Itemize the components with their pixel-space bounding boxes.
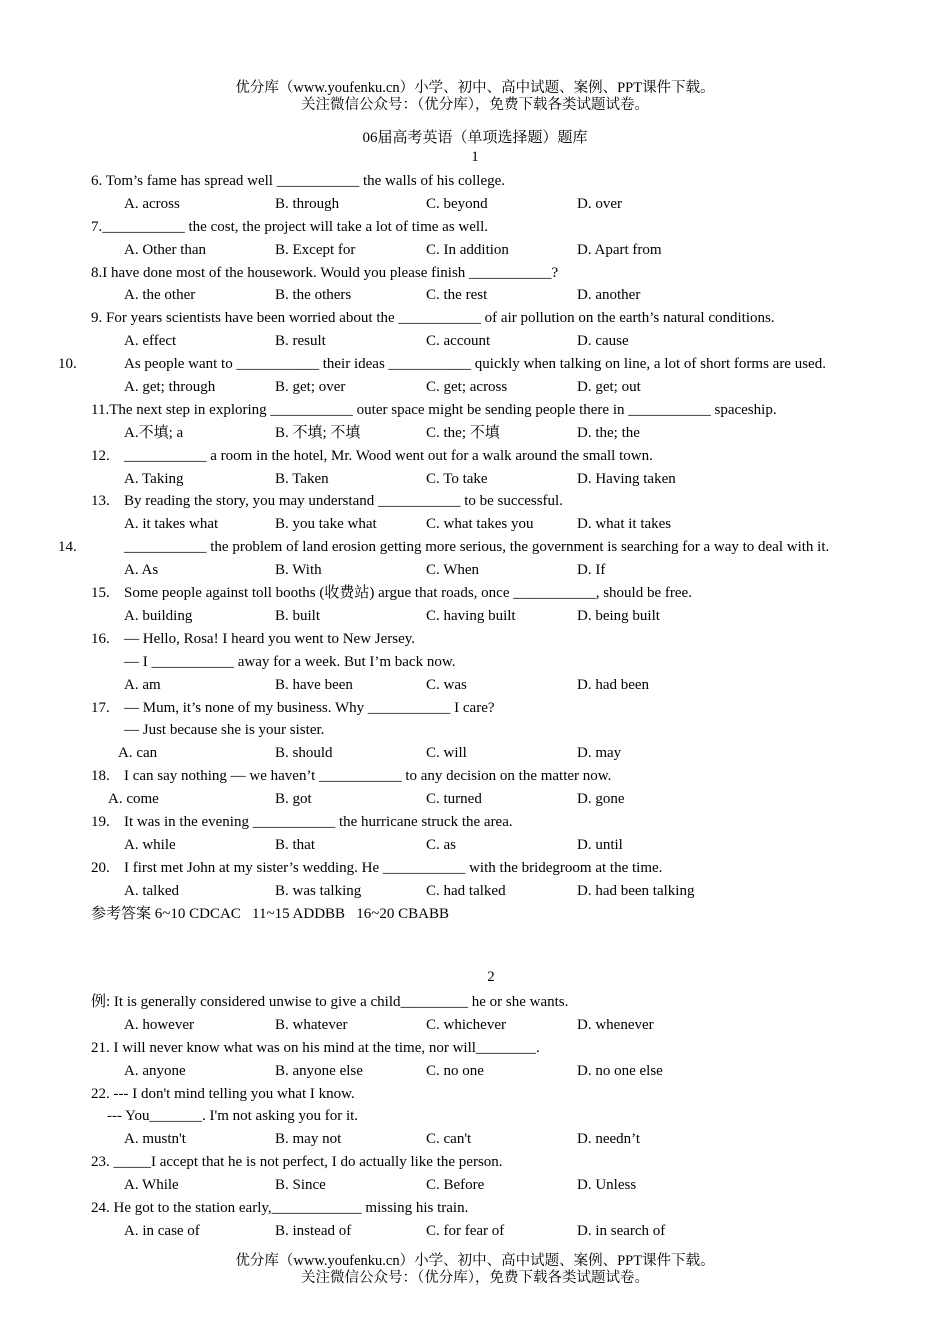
question-23: 23. _____I accept that he is not perfect, I do actually like the person.: [91, 1154, 503, 1171]
option-c: C. for fear of: [426, 1222, 505, 1239]
option-d: D. what it takes: [577, 516, 672, 533]
options-22: [91, 1128, 859, 1151]
example-question: 例: It is generally considered unwise to give a child_________ he or she wants.: [91, 994, 569, 1010]
option-a: A. mustn't: [124, 1131, 186, 1148]
options-21: [91, 1060, 859, 1083]
question-14: 14. ___________ the problem of land erosion getting more serious, the government is searching for a way to deal with it.: [58, 539, 830, 556]
options-16: [91, 674, 859, 697]
options-example: [91, 1014, 859, 1037]
option-d: D. Unless: [577, 1177, 637, 1194]
option-d: D. had been talking: [577, 882, 695, 899]
option-b: B. the others: [275, 287, 352, 304]
option-b: B. Taken: [275, 470, 329, 487]
option-a: A. in case of: [124, 1222, 200, 1239]
option-c: C. In addition: [426, 241, 509, 258]
header-line-2: 关注微信公众号：（优分库），免费下载各类试题试卷。: [301, 97, 649, 113]
options-17: [91, 742, 859, 765]
option-b: B. may not: [275, 1131, 342, 1148]
option-c: C. no one: [426, 1062, 484, 1079]
question-9: 9. For years scientists have been worried about the ___________ of air pollution on the earth’s natural conditions.: [91, 310, 775, 327]
options-10: [91, 376, 859, 399]
option-b: B. got: [275, 791, 312, 808]
option-b: B. should: [275, 745, 333, 762]
option-c: C. having built: [426, 607, 516, 624]
options-19: [91, 834, 859, 857]
option-a: A. across: [124, 195, 180, 212]
option-d: D. may: [577, 745, 622, 762]
option-b: B. built: [275, 607, 321, 624]
option-b: B. instead of: [275, 1222, 352, 1239]
option-a: A. anyone: [124, 1062, 186, 1079]
option-d: D. the; the: [577, 424, 640, 441]
options-12: [91, 468, 859, 491]
options-20: [91, 880, 859, 903]
option-a: A. Other than: [124, 241, 207, 258]
option-b: B. that: [275, 836, 315, 853]
option-c: C. will: [426, 745, 467, 762]
footer-line-2: 关注微信公众号：（优分库），免费下载各类试题试卷。: [301, 1270, 649, 1286]
question-16: 16. — Hello, Rosa! I heard you went to New Jersey.: [91, 630, 416, 647]
options-7: [91, 239, 859, 262]
option-b: B. 不填; 不填: [275, 424, 361, 441]
option-a: A. come: [108, 791, 159, 808]
option-c: C. To take: [426, 470, 488, 487]
option-b: B. get; over: [275, 379, 346, 396]
option-d: D. cause: [577, 333, 629, 350]
options-13: [91, 513, 859, 536]
option-b: B. you take what: [275, 516, 377, 533]
page-title: 06届高考英语（单项选择题）题库: [362, 130, 588, 146]
question-10: 10. As people want to ___________ their ideas ___________ quickly when talking on line, a lot of short forms are used.: [58, 356, 826, 373]
question-21: 21. I will never know what was on his mind at the time, nor will________.: [91, 1039, 540, 1056]
option-a: A.不填; a: [124, 424, 184, 441]
option-a: A. talked: [124, 882, 179, 899]
option-b: B. With: [275, 562, 322, 579]
header-line-1: 优分库（www.youfenku.cn）小学、初中、高中试题、案例、PPT课件下载。: [235, 80, 715, 96]
page-header: [0, 80, 950, 114]
section-2-questions: [91, 991, 859, 1243]
option-a: A. Taking: [124, 470, 184, 487]
question-15: 15. Some people against toll booths (收费站) argue that roads, once ___________, should be free.: [91, 585, 692, 602]
options-14: [91, 559, 859, 582]
question-7: 7.___________ the cost, the project will take a lot of time as well.: [91, 218, 488, 235]
option-c: C. account: [426, 333, 491, 350]
option-b: B. was talking: [275, 882, 362, 899]
option-c: C. When: [426, 562, 480, 579]
option-c: C. get; across: [426, 379, 508, 396]
option-b: B. Since: [275, 1177, 326, 1194]
option-d: D. being built: [577, 607, 660, 624]
question-8: 8.I have done most of the housework. Would you please finish ___________?: [91, 264, 559, 281]
question-11: 11.The next step in exploring ___________ outer space might be sending people there in ___________ spaceship.: [91, 401, 777, 418]
option-a: A. can: [118, 745, 158, 762]
option-c: C. was: [426, 676, 467, 693]
option-a: A. While: [124, 1177, 179, 1194]
option-c: C. whichever: [426, 1016, 506, 1033]
section-number-2: 2: [487, 969, 495, 985]
option-d: D. get; out: [577, 379, 641, 396]
question-12: 12. ___________ a room in the hotel, Mr. Wood went out for a walk around the small town.: [91, 447, 653, 464]
answer-key: 参考答案 6~10 CDCAC 11~15 ADDBB 16~20 CBABB: [91, 905, 450, 922]
option-a: A. get; through: [124, 379, 216, 396]
option-d: D. over: [577, 195, 622, 212]
option-d: D. Having taken: [577, 470, 676, 487]
option-d: D. If: [577, 562, 606, 579]
option-b: B. anyone else: [275, 1062, 363, 1079]
option-c: C. the rest: [426, 287, 488, 304]
option-d: D. in search of: [577, 1222, 666, 1239]
option-d: D. until: [577, 836, 623, 853]
option-b: B. whatever: [275, 1016, 348, 1033]
option-d: D. no one else: [577, 1062, 663, 1079]
option-a: A. while: [124, 836, 176, 853]
page-footer: [0, 1253, 950, 1287]
option-a: A. the other: [124, 287, 196, 304]
option-a: A. As: [124, 562, 159, 579]
question-19: 19. It was in the evening ___________ the hurricane struck the area.: [91, 813, 513, 830]
option-b: B. have been: [275, 676, 353, 693]
question-17: 17. — Mum, it’s none of my business. Why ___________ I care?: [91, 699, 495, 716]
option-c: C. had talked: [426, 882, 506, 899]
option-d: D. Apart from: [577, 241, 662, 258]
question-17-reply: — Just because she is your sister.: [124, 722, 325, 739]
options-24: [91, 1220, 859, 1243]
question-20: 20. I first met John at my sister’s wedding. He ___________ with the bridegroom at the time.: [91, 859, 663, 876]
question-18: 18. I can say nothing — we haven’t ___________ to any decision on the matter now.: [91, 768, 612, 785]
option-c: C. can't: [426, 1131, 472, 1148]
option-d: D. gone: [577, 791, 625, 808]
options-15: [91, 605, 859, 628]
question-16-reply: — I ___________ away for a week. But I’m back now.: [124, 653, 456, 670]
option-c: C. turned: [426, 791, 482, 808]
option-a: A. however: [124, 1016, 194, 1033]
option-c: C. what takes you: [426, 516, 534, 533]
option-c: C. beyond: [426, 195, 488, 212]
option-c: C. the; 不填: [426, 424, 500, 441]
section-1-questions: [58, 170, 859, 925]
option-b: B. through: [275, 195, 340, 212]
options-6: [91, 193, 859, 216]
option-a: A. am: [124, 676, 161, 693]
option-a: A. effect: [124, 333, 177, 350]
option-c: C. Before: [426, 1177, 485, 1194]
option-a: A. it takes what: [124, 516, 219, 533]
question-22: 22. --- I don't mind telling you what I know.: [91, 1085, 355, 1102]
option-b: B. result: [275, 333, 326, 350]
options-8: [91, 284, 859, 307]
question-22-reply: --- You_______. I'm not asking you for it.: [107, 1108, 359, 1125]
option-d: D. needn’t: [577, 1131, 641, 1148]
options-9: [91, 330, 859, 353]
options-11: [91, 422, 859, 445]
footer-line-1: 优分库（www.youfenku.cn）小学、初中、高中试题、案例、PPT课件下载。: [235, 1253, 715, 1269]
section-number-1: 1: [471, 149, 479, 165]
question-24: 24. He got to the station early,____________ missing his train.: [91, 1200, 469, 1217]
question-13: 13. By reading the story, you may understand ___________ to be successful.: [91, 493, 563, 510]
options-18: [91, 788, 859, 811]
option-d: D. had been: [577, 676, 650, 693]
question-6: 6. Tom’s fame has spread well ___________ the walls of his college.: [91, 173, 506, 189]
option-d: D. another: [577, 287, 641, 304]
option-d: D. whenever: [577, 1016, 654, 1033]
options-23: [91, 1174, 859, 1197]
option-c: C. as: [426, 836, 456, 853]
option-a: A. building: [124, 607, 193, 624]
option-b: B. Except for: [275, 241, 356, 258]
